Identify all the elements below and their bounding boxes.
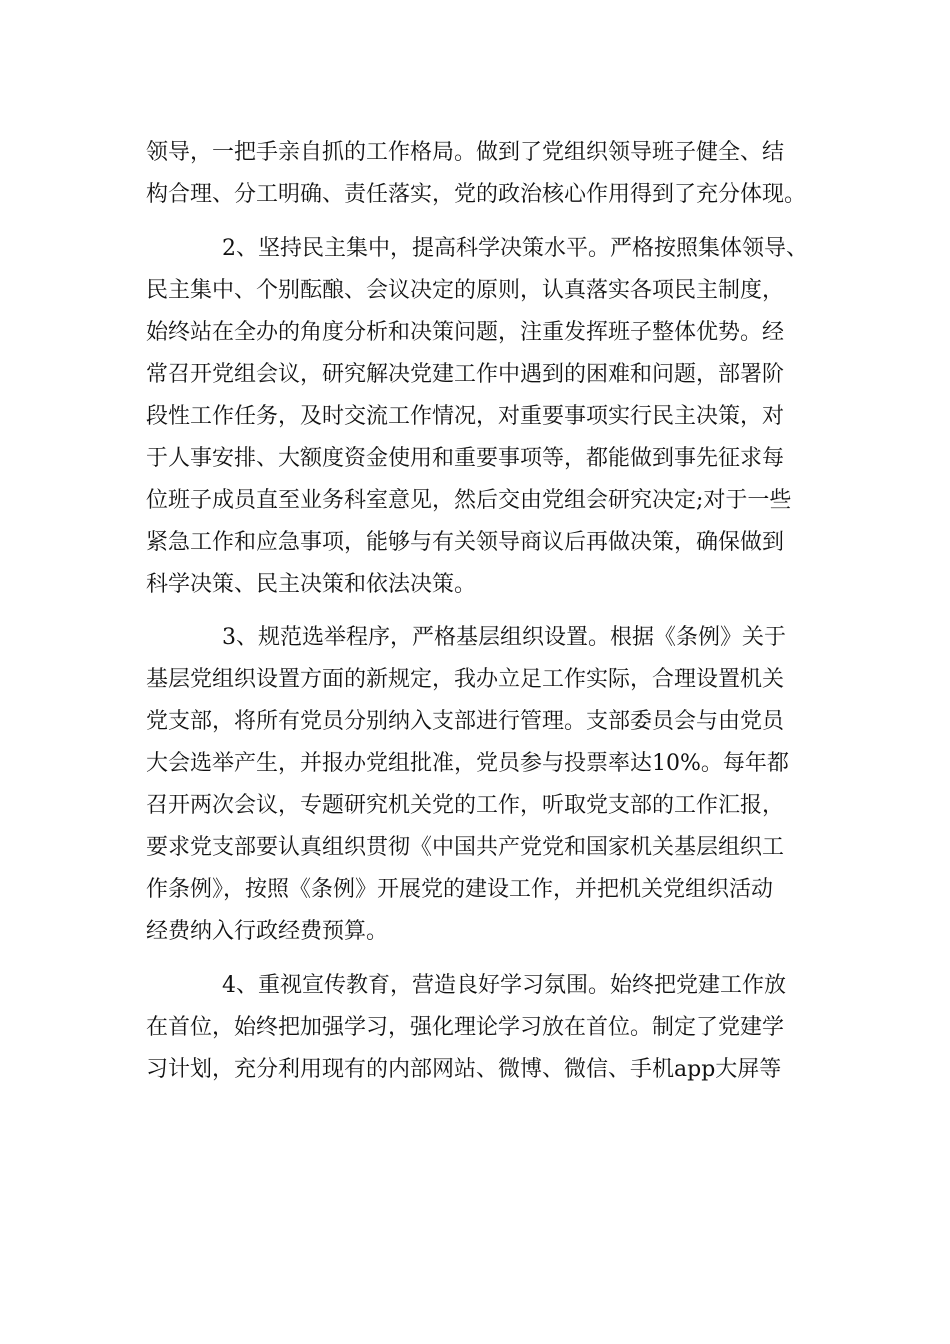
- text-line: 于人事安排、大额度资金使用和重要事项等，都能做到事先征求每: [146, 445, 785, 471]
- text-line: 习计划，充分利用现有的内部网站、微博、微信、手机app大屏等: [146, 1056, 782, 1082]
- text-line: 在首位，始终把加强学习，强化理论学习放在首位。制定了党建学: [146, 1014, 785, 1040]
- text-line: 段性工作任务，及时交流工作情况，对重要事项实行民主决策，对: [146, 403, 785, 429]
- text-line: 紧急工作和应急事项，能够与有关领导商议后再做决策，确保做到: [146, 529, 785, 555]
- text-line: 科学决策、民主决策和依法决策。: [146, 571, 477, 597]
- text-line: 基层党组织设置方面的新规定，我办立足工作实际，合理设置机关: [146, 667, 785, 692]
- text-line: 大会选举产生，并报办党组批准，党员参与投票率达10%。每年都: [146, 751, 789, 776]
- text-line: 位班子成员直至业务科室意见，然后交由党组会研究决定;对于一些: [146, 487, 792, 513]
- text-line: 构合理、分工明确、责任落实，党的政治核心作用得到了充分体现。: [146, 182, 807, 207]
- text-line: 3、规范选举程序，严格基层组织设置。根据《条例》关于: [222, 625, 786, 650]
- text-line: 要求党支部要认真组织贯彻《中国共产党党和国家机关基层组织工: [146, 835, 785, 860]
- text-line: 2、坚持民主集中，提高科学决策水平。严格按照集体领导、: [222, 235, 808, 261]
- text-line: 始终站在全办的角度分析和决策问题，注重发挥班子整体优势。经: [146, 319, 785, 345]
- text-line: 召开两次会议，专题研究机关党的工作，听取党支部的工作汇报，: [146, 793, 785, 818]
- document-body: [146, 132, 826, 1091]
- paragraph-3: [146, 617, 826, 953]
- text-line: 经费纳入行政经费预算。: [146, 919, 389, 944]
- text-line: 领导，一把手亲自抓的工作格局。做到了党组织领导班子健全、结: [146, 140, 785, 165]
- text-line: 4、重视宣传教育，营造良好学习氛围。始终把党建工作放: [222, 972, 786, 998]
- paragraph-2: [146, 228, 826, 606]
- paragraph-4: [146, 965, 826, 1091]
- paragraph-1: [146, 132, 826, 216]
- text-line: 常召开党组会议，研究解决党建工作中遇到的困难和问题，部署阶: [146, 361, 785, 387]
- text-line: 民主集中、个别酝酿、会议决定的原则，认真落实各项民主制度，: [146, 277, 785, 303]
- text-line: 党支部，将所有党员分别纳入支部进行管理。支部委员会与由党员: [146, 709, 785, 734]
- text-line: 作条例》，按照《条例》开展党的建设工作，并把机关党组织活动: [146, 877, 774, 902]
